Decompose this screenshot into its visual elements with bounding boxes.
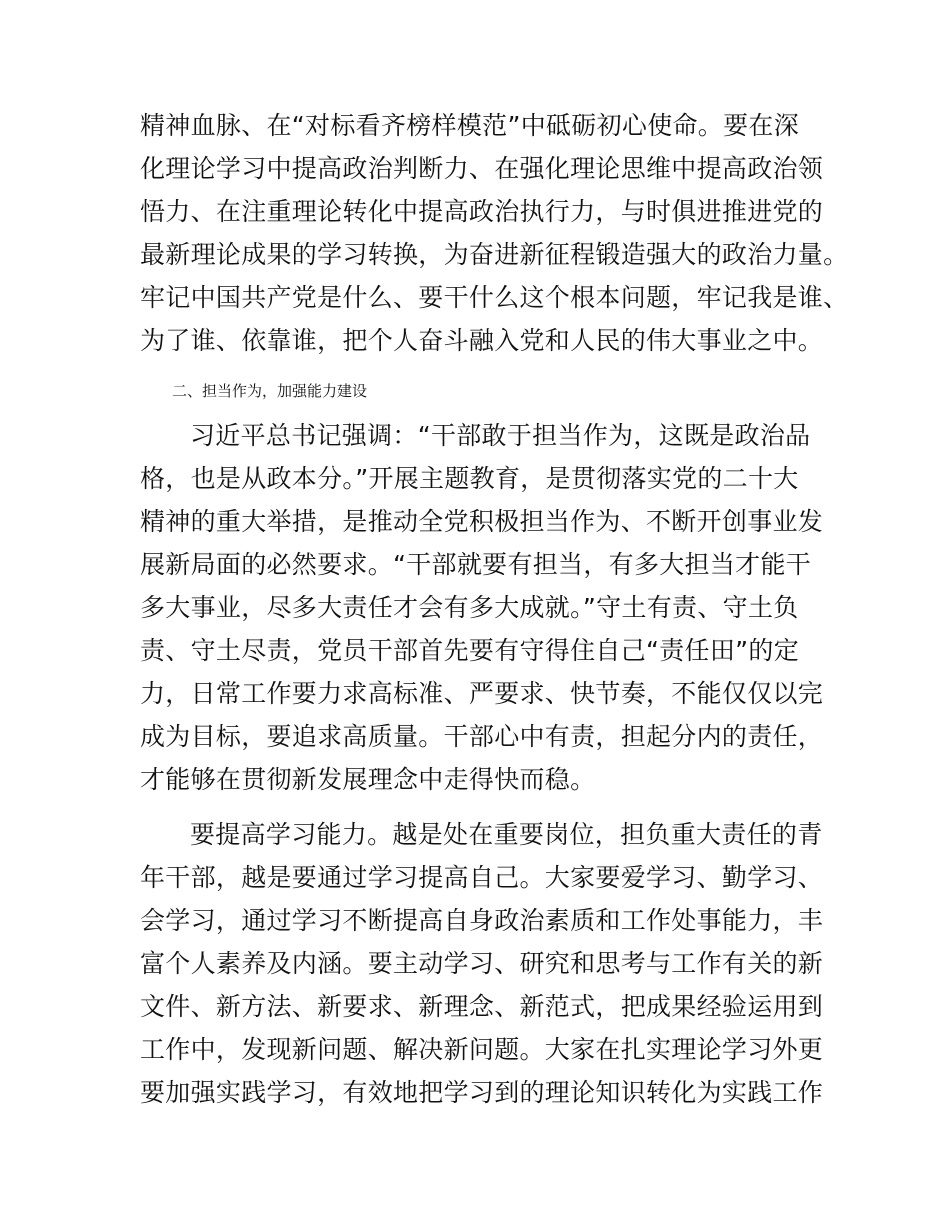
paragraph-line: 富个人素养及内涵。要主动学习、研究和思考与工作有关的新: [140, 949, 824, 978]
paragraph-line: 习近平总书记强调：“干部敢于担当作为，这既是政治品: [190, 421, 811, 450]
paragraph-line: 化理论学习中提高政治判断力、在强化理论思维中提高政治领: [140, 154, 824, 183]
paragraph-line: 为了谁、依靠谁，把个人奋斗融入党和人民的伟大事业之中。: [140, 326, 824, 355]
paragraph-line: 责、守土尽责，党员干部首先要有守得住自己“责任田”的定: [140, 636, 800, 665]
paragraph-line: 多大事业，尽多大责任才会有多大成就。”守土有责、守土负: [140, 593, 799, 622]
paragraph-line: 要加强实践学习，有效地把学习到的理论知识转化为实践工作: [140, 1078, 824, 1107]
paragraph-line: 最新理论成果的学习转换，为奋进新征程锻造强大的政治力量。: [140, 240, 849, 269]
paragraph-line: 展新局面的必然要求。“干部就要有担当，有多大担当才能干: [140, 550, 812, 579]
paragraph-line: 悟力、在注重理论转化中提高政治执行力，与时俱进推进党的: [140, 197, 824, 226]
paragraph-line: 成为目标，要追求高质量。干部心中有责，担起分内的责任，: [140, 722, 824, 751]
paragraph-line: 年干部，越是要通过学习提高自己。大家要爱学习、勤学习、: [140, 863, 824, 892]
paragraph-line: 精神血脉、在“对标看齐榜样模范”中砥砺初心使命。要在深: [140, 111, 800, 140]
paragraph-line: 力，日常工作要力求高标准、严要求、快节奏，不能仅仅以完: [140, 679, 824, 708]
paragraph-line: 才能够在贯彻新发展理念中走得快而稳。: [140, 765, 596, 794]
paragraph-line: 工作中，发现新问题、解决新问题。大家在扎实理论学习外更: [140, 1035, 824, 1064]
paragraph-line: 牢记中国共产党是什么、要干什么这个根本问题，牢记我是谁、: [140, 283, 849, 312]
paragraph-line: 格，也是从政本分。”开展主题教育，是贯彻落实党的二十大: [140, 464, 799, 493]
paragraph-line: 要提高学习能力。越是处在重要岗位，担负重大责任的青: [190, 820, 823, 849]
paragraph-line: 文件、新方法、新要求、新理念、新范式，把成果经验运用到: [140, 992, 824, 1021]
section-heading: 二、担当作为，加强能力建设: [172, 382, 368, 400]
paragraph-line: 会学习，通过学习不断提高自身政治素质和工作处事能力，丰: [140, 906, 824, 935]
paragraph-line: 精神的重大举措，是推动全党积极担当作为、不断开创事业发: [140, 507, 824, 536]
